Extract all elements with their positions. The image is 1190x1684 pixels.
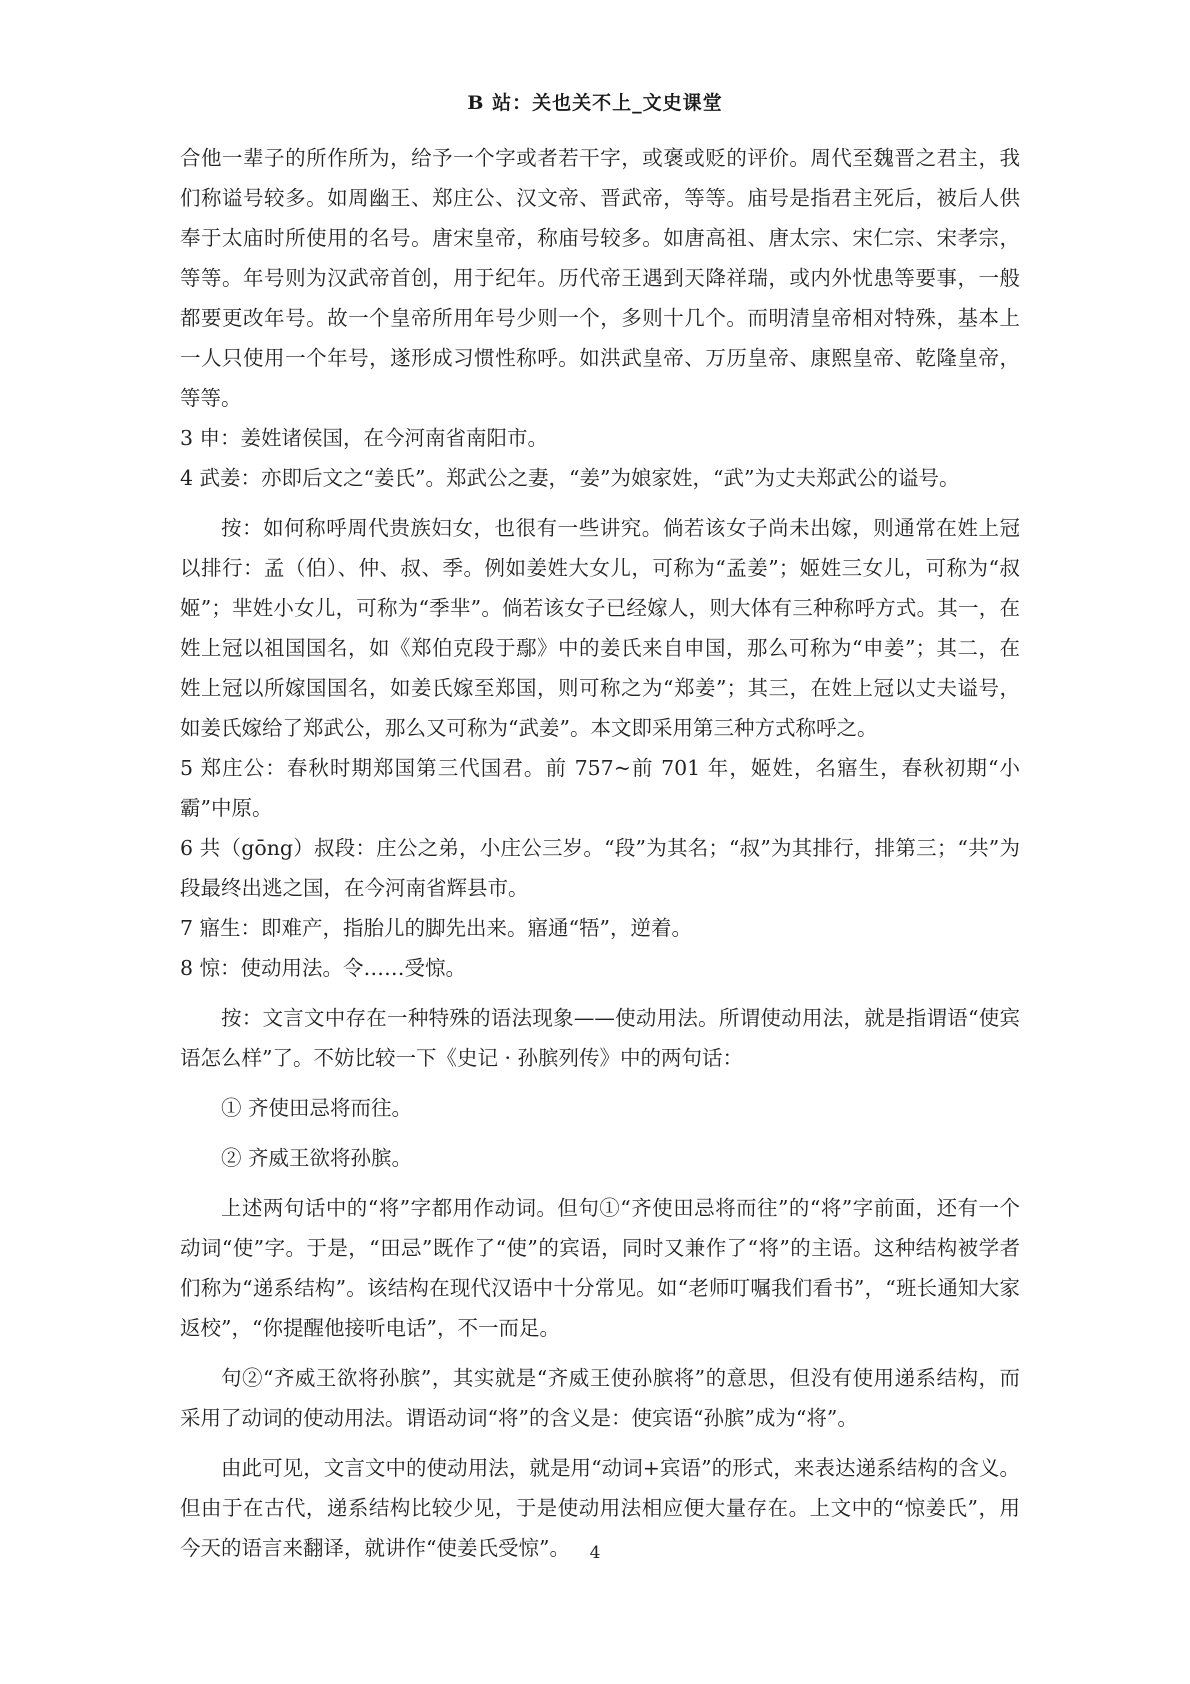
example-sentence-1: ① 齐使田忌将而往。 (221, 1096, 413, 1120)
note-4-wujiang: 4 武姜：亦即后文之“姜氏”。郑武公之妻，“姜”为娘家姓，“武”为丈夫郑武公的谥号。 (180, 466, 960, 490)
example-sentence-2: ② 齐威王欲将孙膑。 (221, 1146, 413, 1170)
commentary-naming-women: 按：如何称呼周代贵族妇女，也很有一些讲究。倘若该女子尚未出嫁，则通常在姓上冠以排行：孟（伯）、仲、叔、季。例如姜姓大女儿，可称为“孟姜”；姬姓三女儿，可称为“叔姬”；芈姓小女儿，可称为“季芈”。倘若该女子已经嫁人，则大体有三种称呼方式。其一，在姓上冠以祖国国名，如《郑伯克段于鄢》中的姜氏来自申国，那么可称为“申姜”；其二，在姓上冠以所嫁国国名，如姜氏嫁至郑国，则可称之为“郑姜”；其三，在姓上冠以丈夫谥号，如姜氏嫁给了郑武公，那么又可称为“武姜”。本文即采用第三种方式称呼之。 (180, 516, 1020, 740)
document-body (180, 138, 1020, 1568)
page-header: B 站：关也关不上_文史课堂 (467, 92, 723, 114)
paragraph-conclusion: 由此可见，文言文中的使动用法，就是用“动词+宾语”的形式，来表达递系结构的含义。但由于在古代，递系结构比较少见，于是使动用法相应便大量存在。上文中的“惊姜氏”，用今天的语言来翻译，就讲作“使姜氏受惊”。 (180, 1456, 1020, 1560)
note-6-gong-shu-duan: 6 共（gōng）叔段：庄公之弟，小庄公三岁。“段”为其名；“叔”为其排行，排第三；“共”为段最终出逃之国，在今河南省辉县市。 (180, 836, 1020, 900)
paragraph-sentence-2-analysis: 句②“齐威王欲将孙膑”，其实就是“齐威王使孙膑将”的意思，但没有使用递系结构，而采用了动词的使动用法。谓语动词“将”的含义是：使宾语“孙膑”成为“将”。 (180, 1366, 1020, 1430)
note-8-jing: 8 惊：使动用法。令……受惊。 (180, 956, 467, 980)
note-5-zheng-zhuang-gong: 5 郑庄公：春秋时期郑国第三代国君。前 757~前 701 年，姬姓，名寤生，春秋初期“小霸”中原。 (180, 756, 1020, 820)
commentary-causative-usage: 按：文言文中存在一种特殊的语法现象——使动用法。所谓使动用法，就是指谓语“使宾语怎么样”了。不妨比较一下《史记 · 孙膑列传》中的两句话： (180, 1006, 1020, 1070)
paragraph-temple-era-names: 合他一辈子的所作所为，给予一个字或者若干字，或褒或贬的评价。周代至魏晋之君主，我们称谥号较多。如周幽王、郑庄公、汉文帝、晋武帝，等等。庙号是指君主死后，被后人供奉于太庙时所使用的名号。唐宋皇帝，称庙号较多。如唐高祖、唐太宗、宋仁宗、宋孝宗，等等。年号则为汉武帝首创，用于纪年。历代帝王遇到天降祥瑞，或内外忧患等要事，一般都要更改年号。故一个皇帝所用年号少则一个，多则十几个。而明清皇帝相对特殊，基本上一人只使用一个年号，遂形成习惯性称呼。如洪武皇帝、万历皇帝、康熙皇帝、乾隆皇帝，等等。 (180, 146, 1020, 410)
note-7-wusheng: 7 寤生：即难产，指胎儿的脚先出来。寤通“牾”，逆着。 (180, 916, 693, 940)
note-3-shen: 3 申：姜姓诸侯国，在今河南省南阳市。 (180, 426, 549, 450)
paragraph-pivotal-structure: 上述两句话中的“将”字都用作动词。但句①“齐使田忌将而往”的“将”字前面，还有一个动词“使”字。于是，“田忌”既作了“使”的宾语，同时又兼作了“将”的主语。这种结构被学者们称为“递系结构”。该结构在现代汉语中十分常见。如“老师叮嘱我们看书”，“班长通知大家返校”，“你提醒他接听电话”，不一而足。 (180, 1196, 1020, 1340)
page-number: 4 (589, 1543, 601, 1563)
